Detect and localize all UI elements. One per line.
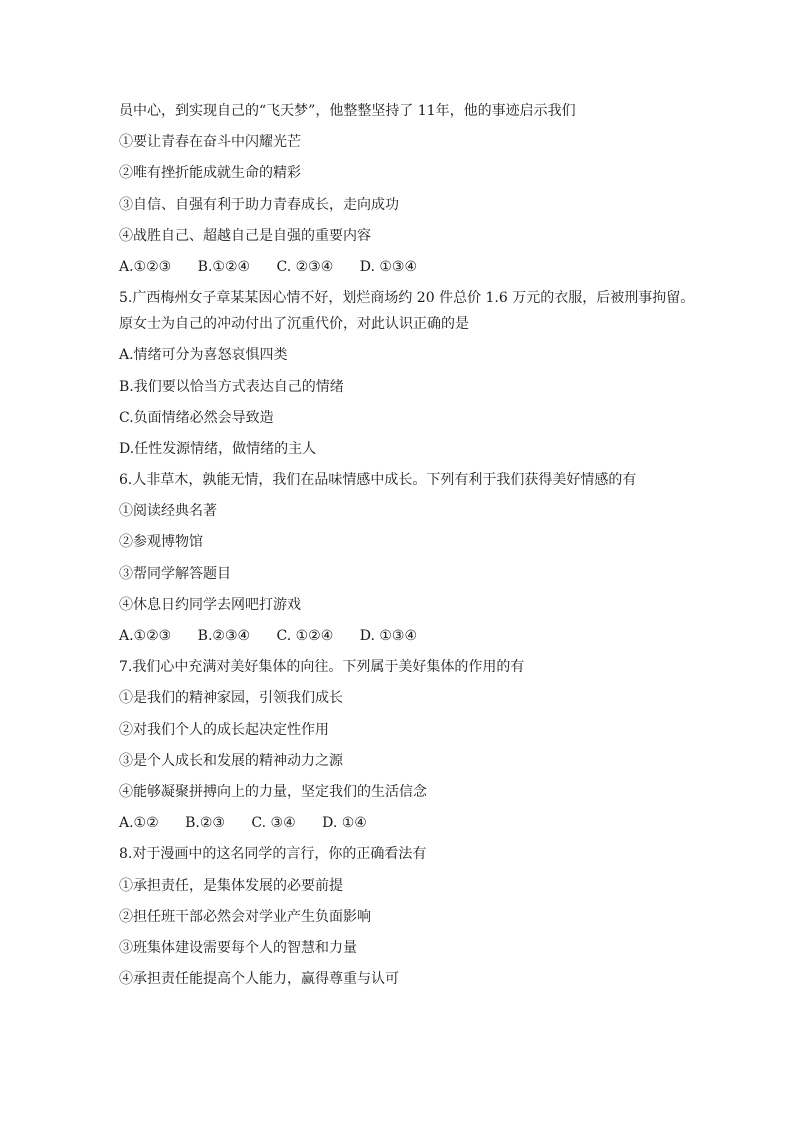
q4-options — [119, 257, 719, 277]
q4-option-b[interactable]: B.①②④ — [197, 258, 251, 275]
q4-option-d[interactable]: D. ①③④ — [359, 258, 418, 275]
q6-option-c[interactable]: C. ①②④ — [276, 628, 334, 644]
q4-item-3: ③自信、自强有利于助力青春成长，走向成功 — [119, 196, 399, 213]
q7-option-c[interactable]: C. ③④ — [251, 815, 296, 832]
q7-option-b[interactable]: B.②③ — [185, 815, 225, 832]
q4-option-a[interactable]: A.①②③ — [119, 258, 172, 275]
q6-item-3: ③帮同学解答题目 — [119, 565, 231, 582]
q4-item-4: ④战胜自己、超越自己是自强的重要内容 — [119, 227, 371, 244]
q8-item-3: ③班集体建设需要每个人的智慧和力量 — [119, 939, 357, 956]
q4-item-2: ②唯有挫折能成就生命的精彩 — [119, 165, 301, 182]
q8-item-4: ④承担责任能提高个人能力，赢得尊重与认可 — [119, 971, 399, 988]
q7-option-d[interactable]: D. ①④ — [322, 815, 367, 832]
q5-option-d[interactable]: D.任性发源情绪，做情绪的主人 — [119, 440, 317, 457]
q5-stem-line-1: 5.广西梅州女子章某某因心情不好，划烂商场约 20 件总价 1.6 万元的衣服，后被刑事拘留。 — [119, 290, 695, 307]
q6-stem: 6.人非草木，孰能无情，我们在品味情感中成长。下列有利于我们获得美好情感的有 — [119, 472, 637, 489]
exam-page — [119, 101, 719, 1000]
q5-option-b[interactable]: B.我们要以恰当方式表达自己的情绪 — [119, 378, 344, 395]
q7-item-4: ④能够凝聚拼搏向上的力量，坚定我们的生活信念 — [119, 783, 427, 800]
q8-stem: 8.对于漫画中的这名同学的言行，你的正确看法有 — [119, 846, 427, 863]
q7-item-3: ③是个人成长和发展的精神动力之源 — [119, 752, 343, 769]
q4-stem-continuation: 员中心，到实现自己的“飞天梦”，他整整坚持了 11年，他的事迹启示我们 — [119, 103, 576, 119]
q7-stem: 7.我们心中充满对美好集体的向往。下列属于美好集体的作用的有 — [119, 659, 525, 676]
q6-item-2: ②参观博物馆 — [119, 534, 203, 551]
q8-item-2: ②担任班干部必然会对学业产生负面影响 — [119, 908, 371, 925]
q7-options — [119, 813, 719, 833]
q6-options — [119, 626, 719, 646]
q6-item-4: ④休息日约同学去网吧打游戏 — [119, 596, 301, 613]
q7-item-2: ②对我们个人的成长起决定性作用 — [119, 721, 329, 738]
q4-option-c[interactable]: C. ②③④ — [276, 258, 334, 275]
q5-option-a[interactable]: A.情绪可分为喜怒哀惧四类 — [119, 347, 288, 364]
q6-option-d[interactable]: D. ①③④ — [359, 628, 418, 644]
q8-item-1: ①承担责任，是集体发展的必要前提 — [119, 877, 343, 894]
q4-item-1: ①要让青春在奋斗中闪耀光芒 — [119, 134, 301, 151]
q5-option-c[interactable]: C.负面情绪必然会导致造 — [119, 409, 274, 426]
q7-item-1: ①是我们的精神家园，引领我们成长 — [119, 690, 343, 707]
q6-option-b[interactable]: B.②③④ — [197, 628, 251, 644]
q7-option-a[interactable]: A.①② — [119, 815, 159, 832]
q6-item-1: ①阅读经典名著 — [119, 503, 217, 520]
q5-stem-line-2: 原女士为自己的冲动付出了沉重代价，对此认识正确的是 — [119, 316, 469, 333]
q6-option-a[interactable]: A.①②③ — [119, 628, 172, 644]
